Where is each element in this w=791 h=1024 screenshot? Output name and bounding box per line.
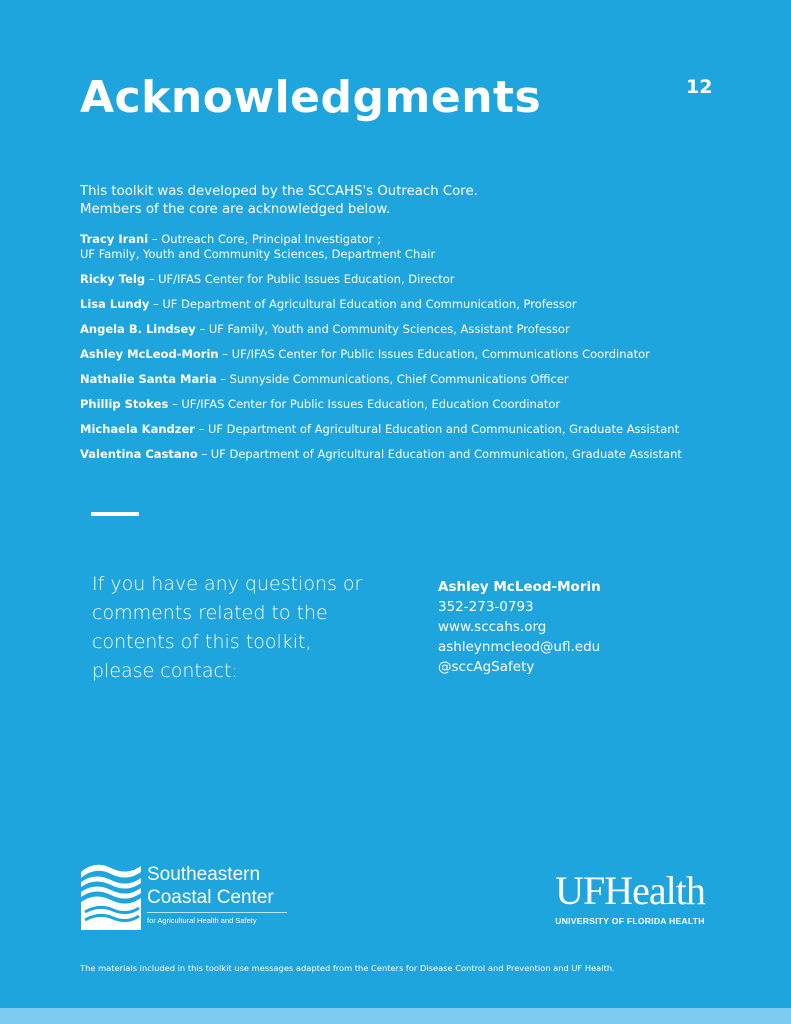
member-role: – UF Department of Agricultural Education and Communication, Graduate Assistant [197,447,682,461]
footnote: The materials included in this toolkit use messages adapted from the Centers for Disease Control and Prevention and UF Health. [80,963,615,973]
sccahs-logo-rule [147,912,287,913]
member-name: Phillip Stokes [80,397,169,411]
contact-email-link[interactable]: ashleynmcleod@ufl.edu [438,639,601,655]
sccahs-logo-line1: Southeastern [147,864,261,885]
intro-line-1: This toolkit was developed by the SCCAHS's Outreach Core. [80,184,478,199]
member-name: Nathalie Santa Maria [80,372,217,386]
sccahs-logo-line2: Coastal Center [147,887,274,908]
member-name: Ashley McLeod-Morin [80,347,219,361]
member-name: Lisa Lundy [80,297,150,311]
member-list [80,232,770,472]
contact-name: Ashley McLeod-Morin [438,579,601,595]
intro-text [80,183,700,219]
member-name: Angela B. Lindsey [80,322,196,336]
contact-website-link[interactable]: www.sccahs.org [438,619,547,635]
contact-phone[interactable]: 352-273-0793 [438,599,534,615]
uf-health-subtitle: UNIVERSITY OF FLORIDA HEALTH [555,916,705,926]
member-item [80,232,770,262]
page-title: Acknowledgments [80,72,542,123]
contact-prompt [92,570,412,686]
member-role: – UF Department of Agricultural Education and Communication, Professor [149,297,577,311]
member-role-line2: UF Family, Youth and Community Sciences, Department Chair [80,247,436,261]
member-item [80,297,770,312]
member-item [80,447,770,462]
uf-health-wordmark: UFHealth [555,868,705,913]
member-name: Ricky Telg [80,272,146,286]
member-role: – Outreach Core, Principal Investigator ; [148,232,381,246]
contact-prompt-line: comments related to the [92,602,328,624]
member-name: Valentina Castano [80,447,198,461]
member-item [80,372,770,387]
member-role: – Sunnyside Communications, Chief Communications Officer [216,372,569,386]
page-number: 12 [686,76,713,98]
member-role: – UF Department of Agricultural Education and Communication, Graduate Assistant [194,422,680,436]
bottom-band [0,1008,791,1024]
member-role: – UF Family, Youth and Community Sciences, Assistant Professor [195,322,570,336]
member-item [80,347,770,362]
member-role: – UF/IFAS Center for Public Issues Education, Director [145,272,455,286]
sccahs-logo [79,862,299,934]
member-role: – UF/IFAS Center for Public Issues Education, Communications Coordinator [218,347,650,361]
member-item [80,272,770,287]
sccahs-logo-line3: for Agricultural Health and Safety [147,916,257,925]
contact-prompt-line: If you have any questions or [92,573,363,595]
uf-health-logo [540,868,720,938]
contact-social-handle[interactable]: @sccAgSafety [438,659,535,675]
member-item [80,397,770,412]
section-divider [91,512,139,516]
member-name: Tracy Irani [80,232,149,246]
member-item [80,322,770,337]
contact-prompt-line: please contact: [92,660,238,682]
waves-emblem-icon [79,862,143,932]
member-name: Michaela Kandzer [80,422,195,436]
contact-info [438,577,601,677]
contact-prompt-line: contents of this toolkit, [92,631,312,653]
member-role: – UF/IFAS Center for Public Issues Education, Education Coordinator [168,397,561,411]
member-item [80,422,770,437]
intro-line-2: Members of the core are acknowledged below. [80,202,391,217]
